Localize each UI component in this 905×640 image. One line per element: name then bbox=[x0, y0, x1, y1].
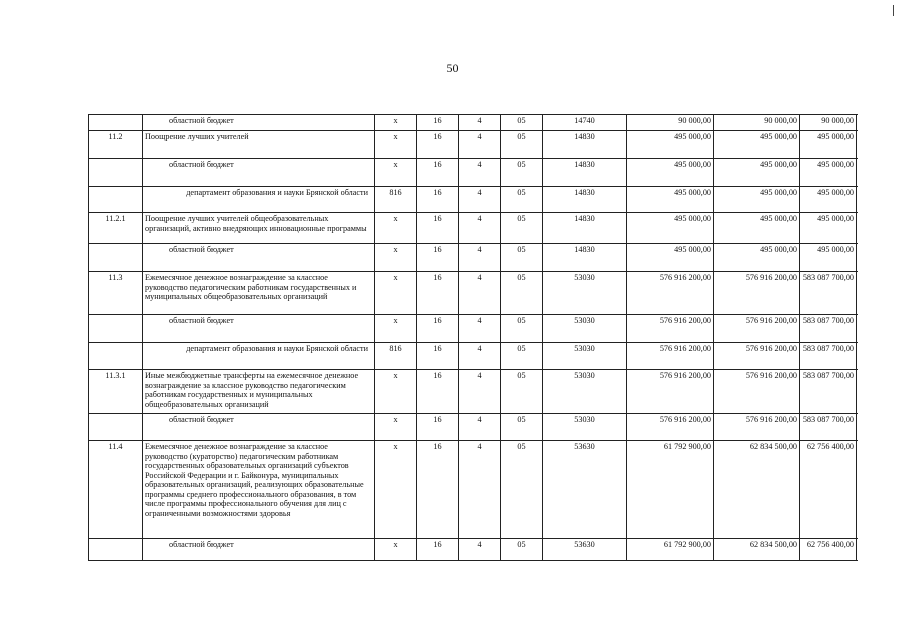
row-program-code: 05 bbox=[501, 539, 543, 561]
table-row bbox=[89, 159, 857, 187]
row-subsection-code: 4 bbox=[459, 343, 501, 370]
row-subsection-code: 4 bbox=[459, 441, 501, 539]
row-program-code: 05 bbox=[501, 343, 543, 370]
row-subsection-code: 4 bbox=[459, 370, 501, 414]
row-amount-year1: 495 000,00 bbox=[627, 244, 714, 272]
row-direction-code: 53630 bbox=[543, 539, 627, 561]
row-amount-year2: 576 916 200,00 bbox=[714, 414, 800, 441]
row-mark: x bbox=[375, 370, 417, 414]
row-section-code: 16 bbox=[417, 159, 459, 187]
row-amount-year2: 495 000,00 bbox=[714, 244, 800, 272]
row-program-code: 05 bbox=[501, 272, 543, 315]
row-program-code: 05 bbox=[501, 159, 543, 187]
row-mark: x bbox=[375, 272, 417, 315]
row-subsection-code: 4 bbox=[459, 159, 501, 187]
row-amount-year2: 62 834 500,00 bbox=[714, 441, 800, 539]
row-mark: 816 bbox=[375, 187, 417, 213]
row-code: 11.2.1 bbox=[89, 213, 143, 244]
row-section-code: 16 bbox=[417, 272, 459, 315]
row-program-code: 05 bbox=[501, 414, 543, 441]
row-subsection-code: 4 bbox=[459, 414, 501, 441]
row-amount-year3: 90 000,00 bbox=[800, 115, 857, 131]
row-section-code: 16 bbox=[417, 414, 459, 441]
row-program-code: 05 bbox=[501, 244, 543, 272]
row-amount-year3: 583 087 700,00 bbox=[800, 343, 857, 370]
row-mark: x bbox=[375, 539, 417, 561]
table-row bbox=[89, 131, 857, 159]
row-mark: x bbox=[375, 131, 417, 159]
row-amount-year1: 576 916 200,00 bbox=[627, 343, 714, 370]
row-code bbox=[89, 414, 143, 441]
row-program-code: 05 bbox=[501, 187, 543, 213]
row-amount-year1: 576 916 200,00 bbox=[627, 272, 714, 315]
row-subsection-code: 4 bbox=[459, 115, 501, 131]
row-subsection-code: 4 bbox=[459, 272, 501, 315]
row-amount-year2: 90 000,00 bbox=[714, 115, 800, 131]
row-direction-code: 14830 bbox=[543, 159, 627, 187]
table-row bbox=[89, 343, 857, 370]
table-row bbox=[89, 370, 857, 414]
row-amount-year1: 90 000,00 bbox=[627, 115, 714, 131]
row-direction-code: 53030 bbox=[543, 343, 627, 370]
table-row bbox=[89, 244, 857, 272]
row-description: областной бюджет bbox=[143, 315, 375, 343]
row-description: областной бюджет bbox=[143, 159, 375, 187]
row-amount-year1: 576 916 200,00 bbox=[627, 315, 714, 343]
row-amount-year1: 495 000,00 bbox=[627, 159, 714, 187]
row-mark: x bbox=[375, 441, 417, 539]
row-section-code: 16 bbox=[417, 539, 459, 561]
row-code bbox=[89, 115, 143, 131]
row-amount-year2: 576 916 200,00 bbox=[714, 343, 800, 370]
row-amount-year3: 495 000,00 bbox=[800, 131, 857, 159]
row-direction-code: 53030 bbox=[543, 370, 627, 414]
row-mark: x bbox=[375, 414, 417, 441]
row-description: Поощрение лучших учителей общеобразовательных организаций, активно внедряющих инновационные программы bbox=[143, 213, 375, 244]
row-section-code: 16 bbox=[417, 441, 459, 539]
row-direction-code: 14740 bbox=[543, 115, 627, 131]
table-row bbox=[89, 187, 857, 213]
row-code: 11.4 bbox=[89, 441, 143, 539]
row-program-code: 05 bbox=[501, 213, 543, 244]
row-section-code: 16 bbox=[417, 315, 459, 343]
row-amount-year1: 495 000,00 bbox=[627, 131, 714, 159]
row-amount-year2: 495 000,00 bbox=[714, 159, 800, 187]
row-section-code: 16 bbox=[417, 244, 459, 272]
row-direction-code: 14830 bbox=[543, 213, 627, 244]
row-direction-code: 14830 bbox=[543, 244, 627, 272]
row-subsection-code: 4 bbox=[459, 213, 501, 244]
scan-edge-mark bbox=[893, 5, 894, 16]
row-amount-year3: 62 756 400,00 bbox=[800, 539, 857, 561]
row-program-code: 05 bbox=[501, 441, 543, 539]
table-row bbox=[89, 272, 857, 315]
row-amount-year1: 495 000,00 bbox=[627, 187, 714, 213]
row-amount-year3: 583 087 700,00 bbox=[800, 414, 857, 441]
page-number: 50 bbox=[446, 61, 459, 75]
row-amount-year3: 583 087 700,00 bbox=[800, 272, 857, 315]
row-section-code: 16 bbox=[417, 131, 459, 159]
row-description: департамент образования и науки Брянской области bbox=[143, 187, 375, 213]
table-row bbox=[89, 315, 857, 343]
row-mark: 816 bbox=[375, 343, 417, 370]
row-amount-year3: 583 087 700,00 bbox=[800, 315, 857, 343]
row-amount-year2: 62 834 500,00 bbox=[714, 539, 800, 561]
row-amount-year1: 61 792 900,00 bbox=[627, 539, 714, 561]
row-section-code: 16 bbox=[417, 187, 459, 213]
table-row bbox=[89, 115, 857, 131]
row-subsection-code: 4 bbox=[459, 244, 501, 272]
row-subsection-code: 4 bbox=[459, 187, 501, 213]
row-description: областной бюджет bbox=[143, 115, 375, 131]
row-section-code: 16 bbox=[417, 343, 459, 370]
row-code: 11.3 bbox=[89, 272, 143, 315]
row-program-code: 05 bbox=[501, 115, 543, 131]
row-amount-year2: 495 000,00 bbox=[714, 187, 800, 213]
row-code: 11.3.1 bbox=[89, 370, 143, 414]
row-code bbox=[89, 244, 143, 272]
row-program-code: 05 bbox=[501, 370, 543, 414]
row-amount-year2: 576 916 200,00 bbox=[714, 272, 800, 315]
row-code: 11.2 bbox=[89, 131, 143, 159]
row-direction-code: 53030 bbox=[543, 315, 627, 343]
row-amount-year3: 583 087 700,00 bbox=[800, 370, 857, 414]
row-mark: x bbox=[375, 115, 417, 131]
row-section-code: 16 bbox=[417, 213, 459, 244]
row-subsection-code: 4 bbox=[459, 315, 501, 343]
row-direction-code: 53630 bbox=[543, 441, 627, 539]
row-code bbox=[89, 187, 143, 213]
row-section-code: 16 bbox=[417, 370, 459, 414]
table-row bbox=[89, 213, 857, 244]
row-section-code: 16 bbox=[417, 115, 459, 131]
row-amount-year3: 495 000,00 bbox=[800, 213, 857, 244]
row-mark: x bbox=[375, 315, 417, 343]
row-description: областной бюджет bbox=[143, 414, 375, 441]
row-direction-code: 53030 bbox=[543, 272, 627, 315]
row-subsection-code: 4 bbox=[459, 131, 501, 159]
row-amount-year1: 576 916 200,00 bbox=[627, 414, 714, 441]
row-code bbox=[89, 539, 143, 561]
budget-table bbox=[88, 114, 857, 561]
table-row bbox=[89, 539, 857, 561]
row-amount-year3: 62 756 400,00 bbox=[800, 441, 857, 539]
table-row bbox=[89, 441, 857, 539]
row-mark: x bbox=[375, 159, 417, 187]
row-description: Поощрение лучших учителей bbox=[143, 131, 375, 159]
row-amount-year3: 495 000,00 bbox=[800, 159, 857, 187]
row-program-code: 05 bbox=[501, 315, 543, 343]
row-amount-year1: 495 000,00 bbox=[627, 213, 714, 244]
row-amount-year3: 495 000,00 bbox=[800, 244, 857, 272]
row-description: Иные межбюджетные трансферты на ежемесячное денежное вознаграждение за классное руководство педагогическим работникам государственных и муниципальных общеобразовательных организаций bbox=[143, 370, 375, 414]
row-description: областной бюджет bbox=[143, 539, 375, 561]
row-amount-year2: 495 000,00 bbox=[714, 131, 800, 159]
row-description: Ежемесячное денежное вознаграждение за классное руководство (кураторство) педагогическим работникам государственных образовательных организаций субъектов Российской Федерации и г. Байконура, муниципальных образовательных организаций, реализующих образовательные программы среднего профессионального образования, в том числе программы профессионального обучения для лиц с ограниченными возможностями здоровья bbox=[143, 441, 375, 539]
row-description: департамент образования и науки Брянской области bbox=[143, 343, 375, 370]
row-direction-code: 14830 bbox=[543, 131, 627, 159]
row-amount-year2: 576 916 200,00 bbox=[714, 370, 800, 414]
row-mark: x bbox=[375, 213, 417, 244]
row-amount-year3: 495 000,00 bbox=[800, 187, 857, 213]
row-program-code: 05 bbox=[501, 131, 543, 159]
row-direction-code: 14830 bbox=[543, 187, 627, 213]
row-amount-year2: 576 916 200,00 bbox=[714, 315, 800, 343]
table-row bbox=[89, 414, 857, 441]
row-mark: x bbox=[375, 244, 417, 272]
row-description: Ежемесячное денежное вознаграждение за классное руководство педагогическим работникам государственных и муниципальных общеобразовательных организаций bbox=[143, 272, 375, 315]
row-amount-year1: 61 792 900,00 bbox=[627, 441, 714, 539]
row-code bbox=[89, 315, 143, 343]
row-code bbox=[89, 343, 143, 370]
row-amount-year2: 495 000,00 bbox=[714, 213, 800, 244]
row-description: областной бюджет bbox=[143, 244, 375, 272]
row-amount-year1: 576 916 200,00 bbox=[627, 370, 714, 414]
row-code bbox=[89, 159, 143, 187]
row-subsection-code: 4 bbox=[459, 539, 501, 561]
row-direction-code: 53030 bbox=[543, 414, 627, 441]
